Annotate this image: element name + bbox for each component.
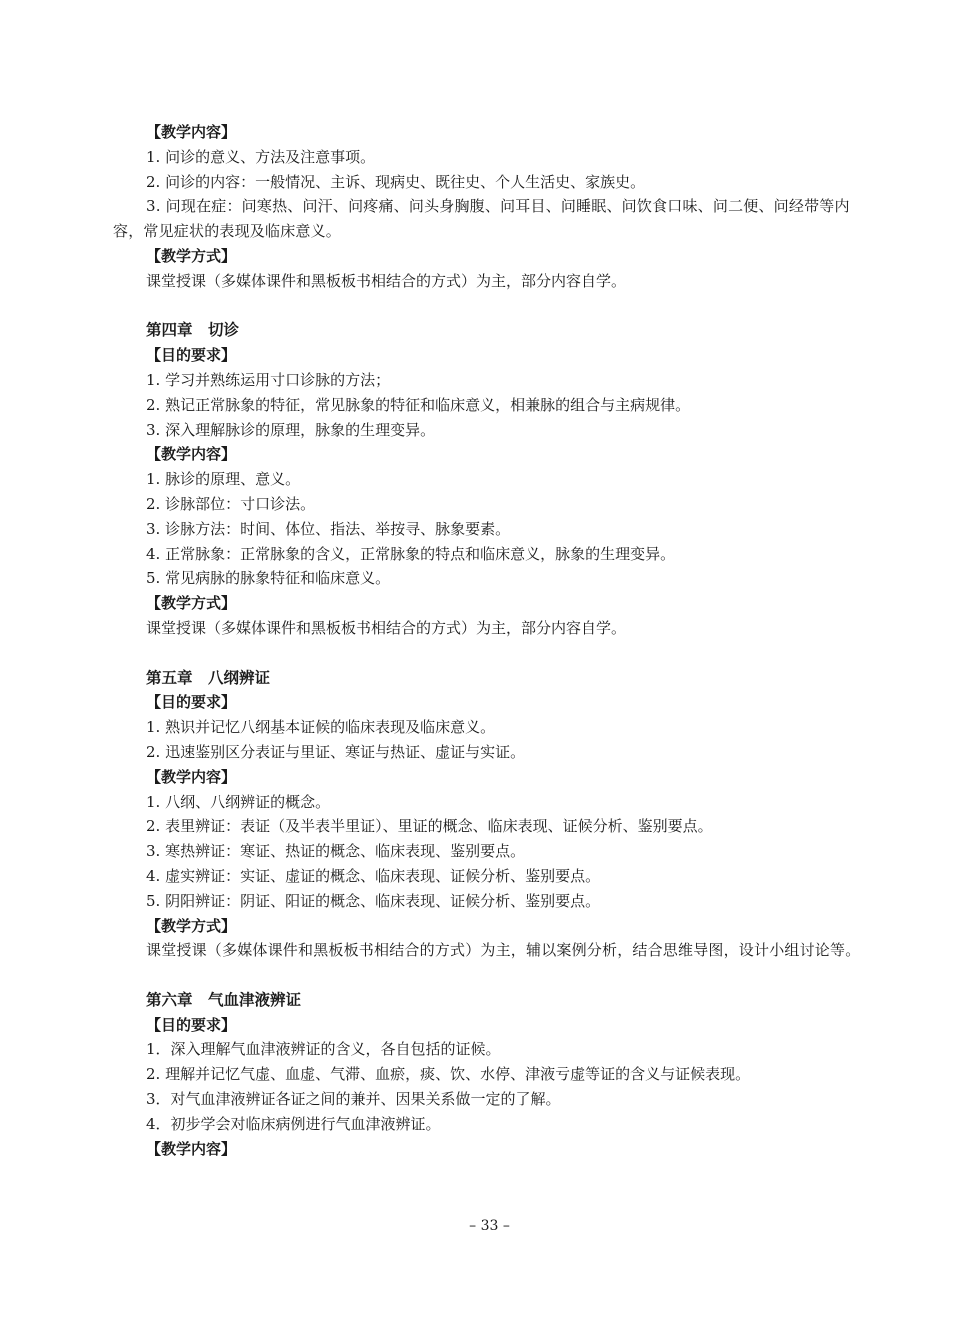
method-text: 课堂授课（多媒体课件和黑板板书相结合的方式）为主，部分内容自学。 [146, 618, 627, 637]
list-item: 2. 理解并记忆气虚、血虚、气滞、血瘀，痰、饮、水停、津液亏虚等证的含义与证候表现。 [146, 1065, 751, 1084]
section-heading-content: 【教学内容】 [146, 1139, 237, 1158]
chapter-title: 第五章 八纲辨证 [146, 667, 271, 687]
section-heading-method: 【教学方式】 [146, 594, 237, 613]
section-heading-content: 【教学内容】 [146, 123, 237, 141]
list-item: 5. 阴阳辨证：阴证、阳证的概念、临床表现、证候分析、鉴别要点。 [146, 891, 601, 910]
list-item: 4. 虚实辨证：实证、虚证的概念、临床表现、证候分析、鉴别要点。 [146, 866, 601, 885]
list-item: 2. 熟记正常脉象的特征，常见脉象的特征和临床意义，相兼脉的组合与主病规律。 [146, 395, 691, 414]
list-item: 3．对气血津液辨证各证之间的兼并、因果关系做一定的了解。 [146, 1090, 561, 1109]
section-heading-method: 【教学方式】 [146, 916, 237, 935]
section-heading-requirements: 【目的要求】 [146, 1015, 237, 1034]
list-item: 5. 常见病脉的脉象特征和临床意义。 [146, 569, 391, 588]
method-text: 课堂授课（多媒体课件和黑板板书相结合的方式）为主，辅以案例分析，结合思维导图，设计小组讨论等。 [146, 941, 861, 960]
section-heading-requirements: 【目的要求】 [146, 346, 237, 365]
list-item: 2. 问诊的内容：一般情况、主诉、现病史、既往史、个人生活史、家族史。 [146, 172, 646, 191]
chapter-title: 第六章 气血津液辨证 [146, 989, 302, 1009]
list-item: 2. 诊脉部位：寸口诊法。 [146, 494, 316, 513]
list-item: 4. 正常脉象：正常脉象的含义，正常脉象的特点和临床意义，脉象的生理变异。 [146, 544, 676, 563]
list-item: 3. 诊脉方法：时间、体位、指法、举按寻、脉象要素。 [146, 519, 511, 538]
list-item: 1. 问诊的意义、方法及注意事项。 [146, 147, 376, 166]
list-item: 1．深入理解气血津液辨证的含义，各自包括的证候。 [146, 1040, 501, 1059]
list-item: 3. 问现在症：问寒热、问汗、问疼痛、问头身胸腹、问耳目、问睡眠、问饮食口味、问二便、问经带等内容，常见症状的表现及临床意义。 [113, 197, 850, 241]
spacer [113, 963, 879, 988]
list-item: 2. 表里辨证：表证（及半表半里证）、里证的概念、临床表现、证候分析、鉴别要点。 [146, 817, 713, 836]
section-heading-method: 【教学方式】 [146, 246, 237, 265]
section-heading-content: 【教学内容】 [146, 767, 237, 786]
document-page [113, 120, 879, 1161]
method-text: 课堂授课（多媒体课件和黑板板书相结合的方式）为主，部分内容自学。 [146, 271, 627, 290]
section-heading-content: 【教学内容】 [146, 445, 237, 464]
list-item: 2. 迅速鉴别区分表证与里证、寒证与热证、虚证与实证。 [146, 742, 526, 761]
section-heading-requirements: 【目的要求】 [146, 693, 237, 712]
list-item: 3. 寒热辨证：寒证、热证的概念、临床表现、鉴别要点。 [146, 842, 526, 861]
list-item: 1. 学习并熟练运用寸口诊脉的方法； [146, 370, 391, 389]
page-number: – 33 – [469, 1218, 510, 1234]
spacer [113, 294, 879, 319]
list-item: 1. 熟识并记忆八纲基本证候的临床表现及临床意义。 [146, 718, 496, 737]
chapter-title: 第四章 切诊 [146, 320, 240, 340]
list-item: 4．初步学会对临床病例进行气血津液辨证。 [146, 1114, 441, 1133]
list-item: 1. 脉诊的原理、意义。 [146, 470, 301, 489]
list-item: 3. 深入理解脉诊的原理，脉象的生理变异。 [146, 420, 436, 439]
spacer [113, 641, 879, 666]
list-item: 1. 八纲、八纲辨证的概念。 [146, 792, 331, 811]
